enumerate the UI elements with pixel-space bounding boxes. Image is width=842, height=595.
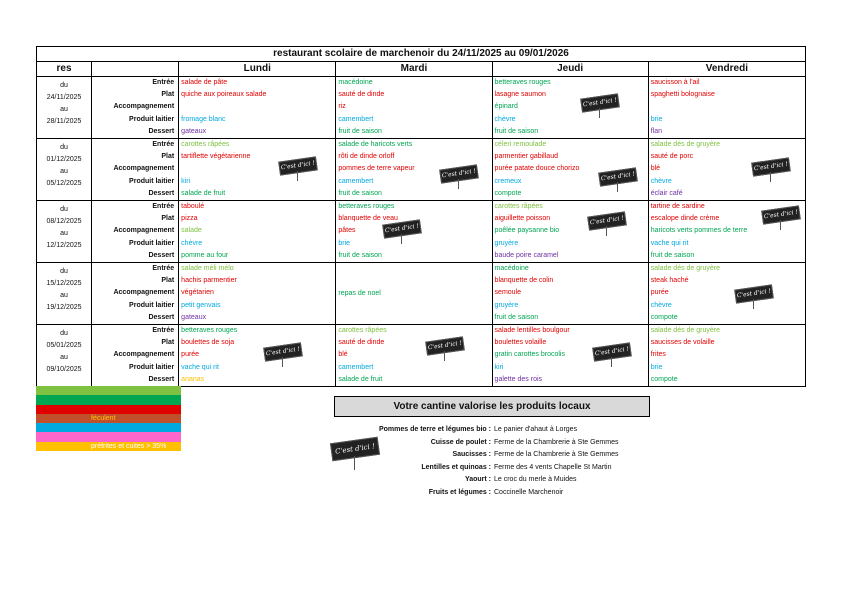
dish-item: épinard <box>494 103 518 111</box>
category-label: Plat <box>161 339 175 347</box>
dish-item: gruyère <box>494 301 519 309</box>
week-date-line: du <box>60 330 68 337</box>
dish-item: tartiflette végétarienne <box>181 153 251 161</box>
week-row <box>37 325 806 387</box>
producer-row <box>340 424 680 437</box>
dish-item: salade dés de gruyère <box>650 327 721 334</box>
legend-item: féculent <box>36 414 181 423</box>
sign-board: C'est d'ici ! <box>761 205 801 224</box>
dish-item: boulettes volaille <box>494 339 547 347</box>
cest-dici-sign <box>581 96 619 110</box>
dish-item: blé <box>650 165 661 173</box>
category-label: Produit laitier <box>129 301 175 309</box>
category-label: Dessert <box>148 313 175 321</box>
day-menu-cell <box>336 325 492 387</box>
day-header-mardi: Mardi <box>336 62 492 77</box>
dish-item: spaghetti bolognaise <box>650 91 715 99</box>
legend-item: crudités <box>36 386 181 395</box>
cest-dici-sign <box>735 287 773 301</box>
dish-item: végétarien <box>181 289 214 297</box>
dish-item: saucisson à l'ail <box>650 79 700 86</box>
day-menu-cell <box>648 77 805 139</box>
category-label: Plat <box>161 215 175 223</box>
dish-item: compote <box>494 189 522 197</box>
dish-item: gratin carottes brocolis <box>494 351 565 359</box>
day-menu-cell <box>179 201 336 263</box>
dish-item: aiguillette poisson <box>494 215 551 223</box>
dish-item: carottes râpées <box>181 141 230 148</box>
week-date-line: du <box>60 144 68 151</box>
dish-item: frites <box>650 351 666 359</box>
day-menu-cell <box>179 325 336 387</box>
sign-board: C'est d'ici ! <box>383 219 423 238</box>
sign-stick <box>606 226 607 236</box>
week-date-line: au <box>60 354 68 361</box>
week-date-line: 24/11/2025 <box>46 94 82 101</box>
dish-item: kiri <box>494 363 504 371</box>
dish-item: salade de fruit <box>181 189 226 197</box>
sign-stick <box>753 299 754 309</box>
day-header-jeudi: Jeudi <box>492 62 648 77</box>
dish-item: galette des rois <box>494 375 543 383</box>
producer-farm: Ferme de la Chambrerie à Ste Gemmes <box>494 451 619 458</box>
dish-item: salade dés de gruyère <box>650 141 721 148</box>
day-menu-cell <box>336 77 492 139</box>
dish-item: escalope dinde crème <box>650 215 720 223</box>
dish-item: sauté de dinde <box>338 91 385 99</box>
dish-item: betteraves rouges <box>181 327 238 334</box>
week-date-line: 08/12/2025 <box>46 218 82 225</box>
dish-item: compote <box>650 375 678 383</box>
dish-item: ananas <box>181 375 205 383</box>
dish-item: blanquette de colin <box>494 277 554 285</box>
category-label: Entrée <box>152 265 175 272</box>
week-row <box>37 263 806 325</box>
week-date-line: au <box>60 230 68 237</box>
sign-stick <box>282 357 283 367</box>
category-header <box>92 62 179 77</box>
dish-item: purée <box>650 289 669 297</box>
week-date-line: du <box>60 206 68 213</box>
day-menu-cell <box>179 139 336 201</box>
color-legend <box>36 386 181 451</box>
producers-list <box>340 424 680 499</box>
dish-item: lasagne saumon <box>494 91 546 99</box>
menu-table <box>36 46 806 387</box>
producer-product: Fruits et légumes : <box>428 488 491 496</box>
cest-dici-sign <box>440 167 478 181</box>
sign-stick <box>599 108 600 118</box>
producer-farm: Le panier d'ahaut à Lorges <box>494 426 578 433</box>
category-labels <box>92 139 179 201</box>
dish-item: parmentier gabillaud <box>494 153 558 161</box>
dish-item: camembert <box>338 177 374 185</box>
dish-item: salade <box>181 227 202 235</box>
category-labels <box>92 325 179 387</box>
dish-item: quiche aux poireaux salade <box>181 91 267 99</box>
producer-product: Lentilles et quinoas : <box>421 463 491 471</box>
day-menu-cell <box>492 77 648 139</box>
dish-item: betteraves rouges <box>494 79 551 86</box>
dish-item: céleri remoulade <box>494 141 547 148</box>
week-date-line: du <box>60 82 68 89</box>
sign-stick <box>780 220 781 230</box>
week-date-line: 05/12/2025 <box>46 180 82 187</box>
dish-item: salade dés de gruyère <box>650 265 721 272</box>
sign-board: C'est d'ici ! <box>330 437 380 462</box>
cest-dici-sign <box>426 339 464 353</box>
sign-board: C'est d'ici ! <box>278 156 318 175</box>
week-date-line: au <box>60 292 68 299</box>
legend-item: produits sucrés <box>36 432 181 441</box>
day-menu-cell <box>336 201 492 263</box>
dish-item: boulettes de soja <box>181 339 235 347</box>
dish-item: petit genvais <box>181 301 221 309</box>
dish-item: tartine de sardine <box>650 203 705 210</box>
dish-item: macédoine <box>338 79 373 86</box>
category-label: Plat <box>161 277 175 285</box>
sign-board: C'est d'ici ! <box>587 211 627 230</box>
cest-dici-sign <box>588 214 626 228</box>
dish-item: purée patate douce chorizo <box>494 165 580 173</box>
dish-item: brie <box>338 239 351 247</box>
dish-item: fruit de saison <box>338 251 382 259</box>
legend-item: préfrites et cuites > 35% <box>36 442 181 451</box>
dish-item: pomme au four <box>181 251 229 259</box>
category-label: Dessert <box>148 189 175 197</box>
sign-stick <box>401 234 402 244</box>
producer-product: Pommes de terre et légumes bio : <box>378 426 491 433</box>
category-label: Accompagnement <box>113 165 175 173</box>
sign-stick <box>611 357 612 367</box>
category-label: Entrée <box>152 141 175 148</box>
special-meal: repas de noel <box>338 290 381 297</box>
sign-stick <box>297 171 298 181</box>
sign-stick <box>770 172 771 182</box>
dish-item: camembert <box>338 115 374 123</box>
sign-board: C'est d'ici ! <box>598 167 638 186</box>
day-menu-cell <box>492 325 648 387</box>
producer-product: Yaourt : <box>464 476 491 483</box>
dish-item: blanquette de veau <box>338 215 398 223</box>
dish-item: brie <box>650 363 663 371</box>
day-menu-cell <box>492 139 648 201</box>
dish-item: semoule <box>494 289 522 297</box>
day-header-vendredi: Vendredi <box>648 62 805 77</box>
week-date-line: au <box>60 168 68 175</box>
week-date-line: au <box>60 106 68 113</box>
week-date-line: 05/01/2025 <box>46 342 82 349</box>
producer-farm: Ferme des 4 vents Chapelle St Martin <box>494 463 612 471</box>
dish-item: blé <box>338 351 348 359</box>
producer-farm: Le croc du merle à Muides <box>494 476 577 483</box>
producer-row <box>340 462 680 475</box>
week-date-line: 12/12/2025 <box>46 242 82 249</box>
dish-item: chèvre <box>181 239 203 247</box>
dish-item: gruyère <box>494 239 519 247</box>
dish-item: salade de haricots verts <box>338 141 413 148</box>
day-menu-cell <box>336 263 492 325</box>
category-label: Produit laitier <box>129 363 175 371</box>
legend-item: cuidités <box>36 395 181 404</box>
week-dates <box>37 77 92 139</box>
corner-label: res <box>37 62 92 77</box>
week-row <box>37 139 806 201</box>
producer-row <box>340 487 680 500</box>
week-date-line: 15/12/2025 <box>46 280 82 287</box>
cest-dici-sign-large <box>331 440 381 470</box>
dish-item: chèvre <box>650 301 672 309</box>
dish-item <box>179 101 335 113</box>
day-menu-cell <box>179 77 336 139</box>
sign-board: C'est d'ici ! <box>592 342 632 361</box>
week-dates <box>37 139 92 201</box>
week-date-line: du <box>60 268 68 275</box>
week-date-line: 09/10/2025 <box>46 366 82 373</box>
sign-board: C'est d'ici ! <box>734 284 774 303</box>
cest-dici-sign <box>383 222 421 236</box>
week-date-line: 01/12/2025 <box>46 156 82 163</box>
category-label: Entrée <box>152 79 175 86</box>
cest-dici-sign <box>264 345 302 359</box>
dish-item: fruit de saison <box>650 251 695 259</box>
week-row <box>37 201 806 263</box>
category-label: Accompagnement <box>113 289 175 297</box>
category-label: Produit laitier <box>129 115 175 123</box>
dish-item: camembert <box>338 363 374 371</box>
producer-farm: Coccinelle Marchenoir <box>494 488 564 496</box>
dish-item: gateaux <box>181 313 207 321</box>
day-menu-cell <box>492 201 648 263</box>
producer-product: Cuisse de poulet : <box>430 438 491 446</box>
legend-item: plat protidique <box>36 405 181 414</box>
dish-item: kiri <box>181 177 191 185</box>
dish-item: carottes râpées <box>338 327 387 334</box>
producer-row <box>340 449 680 462</box>
sign-board: C'est d'ici ! <box>440 164 480 183</box>
menu-sheet <box>36 46 806 387</box>
dish-item: fruit de saison <box>494 127 539 135</box>
cest-dici-sign <box>762 208 800 222</box>
sign-board: C'est d'ici ! <box>751 157 791 176</box>
dish-item: taboulé <box>181 203 205 210</box>
dish-item: salade de fruit <box>338 375 383 383</box>
sign-stick <box>354 456 355 470</box>
dish-item: pâtes <box>338 227 356 235</box>
producer-row <box>340 474 680 487</box>
dish-item: fruit de saison <box>494 313 539 321</box>
legend-item: fromage/produit laitier <box>36 423 181 432</box>
dish-item: gateaux <box>181 127 207 135</box>
dish-item: chèvre <box>650 177 672 185</box>
dish-item: brie <box>650 115 663 123</box>
dish-item: salade méli mélo <box>181 265 234 272</box>
dish-item: haricots verts pommes de terre <box>650 227 748 235</box>
week-date-line: 28/11/2025 <box>46 118 82 125</box>
dish-item: cremeux <box>494 177 522 185</box>
day-menu-cell <box>492 263 648 325</box>
weeks-body <box>37 77 806 387</box>
category-label: Accompagnement <box>113 351 175 359</box>
dish-item: sauté de dinde <box>338 339 385 347</box>
dish-item: hachis parmentier <box>181 277 237 285</box>
category-labels <box>92 77 179 139</box>
dish-item: baude poire caramel <box>494 251 559 259</box>
dish-item: fruit de saison <box>338 127 382 135</box>
header-row <box>37 62 806 77</box>
cest-dici-sign <box>752 160 790 174</box>
category-label: Plat <box>161 153 175 161</box>
dish-item: vache qui rit <box>650 239 689 247</box>
sign-board: C'est d'ici ! <box>580 93 620 112</box>
day-menu-cell <box>179 263 336 325</box>
day-menu-cell <box>648 263 805 325</box>
cest-dici-sign <box>279 159 317 173</box>
producer-product: Saucisses : <box>452 451 491 458</box>
week-date-line: 19/12/2025 <box>46 304 82 311</box>
dish-item: pizza <box>181 215 198 223</box>
dish-item: fruit de saison <box>338 189 382 197</box>
day-menu-cell <box>648 201 805 263</box>
category-label: Accompagnement <box>113 227 175 235</box>
dish-item: sauté de porc <box>650 153 694 161</box>
week-row <box>37 77 806 139</box>
cest-dici-sign <box>599 170 637 184</box>
dish-item: poêlée paysanne bio <box>494 227 560 235</box>
category-labels <box>92 201 179 263</box>
week-dates <box>37 325 92 387</box>
sign-board: C'est d'ici ! <box>263 342 303 361</box>
dish-item: salade de pâte <box>181 79 228 86</box>
dish-item: chèvre <box>494 115 516 123</box>
dish-item: vache qui rit <box>181 363 219 371</box>
dish-item: riz <box>338 103 346 111</box>
sign-stick <box>458 179 459 189</box>
day-header-lundi: Lundi <box>179 62 336 77</box>
dish-item: fromage blanc <box>181 115 226 123</box>
page-title: restaurant scolaire de marchenoir du 24/11/2025 au 09/01/2026 <box>37 47 806 62</box>
category-label: Entrée <box>152 203 175 210</box>
dish-item: rôti de dinde orloff <box>338 153 395 161</box>
dish-item: betteraves rouges <box>338 203 395 210</box>
sign-stick <box>444 351 445 361</box>
sign-stick <box>617 182 618 192</box>
category-label: Accompagnement <box>113 103 175 111</box>
dish-item: macédoine <box>494 265 529 272</box>
day-menu-cell <box>336 139 492 201</box>
week-dates <box>37 201 92 263</box>
dish-item: pommes de terre vapeur <box>338 165 415 173</box>
category-label: Dessert <box>148 251 175 259</box>
sign-board: C'est d'ici ! <box>426 336 466 355</box>
dish-item: steak haché <box>650 277 689 285</box>
producer-row <box>340 437 680 450</box>
category-label: Dessert <box>148 127 175 135</box>
category-labels <box>92 263 179 325</box>
dish-item: éclair café <box>650 189 683 197</box>
category-label: Entrée <box>152 327 175 334</box>
day-menu-cell <box>648 139 805 201</box>
dish-item: carottes râpées <box>494 203 543 210</box>
cest-dici-sign <box>593 345 631 359</box>
dish-item: purée <box>181 351 200 359</box>
dish-item: flan <box>650 127 663 135</box>
dish-item: salade lentilles boulgour <box>494 327 570 334</box>
day-menu-cell <box>648 325 805 387</box>
local-products-banner: Votre cantine valorise les produits locaux <box>334 396 650 417</box>
dish-item <box>649 101 805 113</box>
category-label: Dessert <box>148 375 175 383</box>
week-dates <box>37 263 92 325</box>
dish-item: saucisses de volaille <box>650 339 715 347</box>
dish-item: compote <box>650 313 678 321</box>
category-label: Produit laitier <box>129 177 175 185</box>
producer-farm: Ferme de la Chambrerie à Ste Gemmes <box>494 438 619 446</box>
category-label: Produit laitier <box>129 239 175 247</box>
category-label: Plat <box>161 91 175 99</box>
